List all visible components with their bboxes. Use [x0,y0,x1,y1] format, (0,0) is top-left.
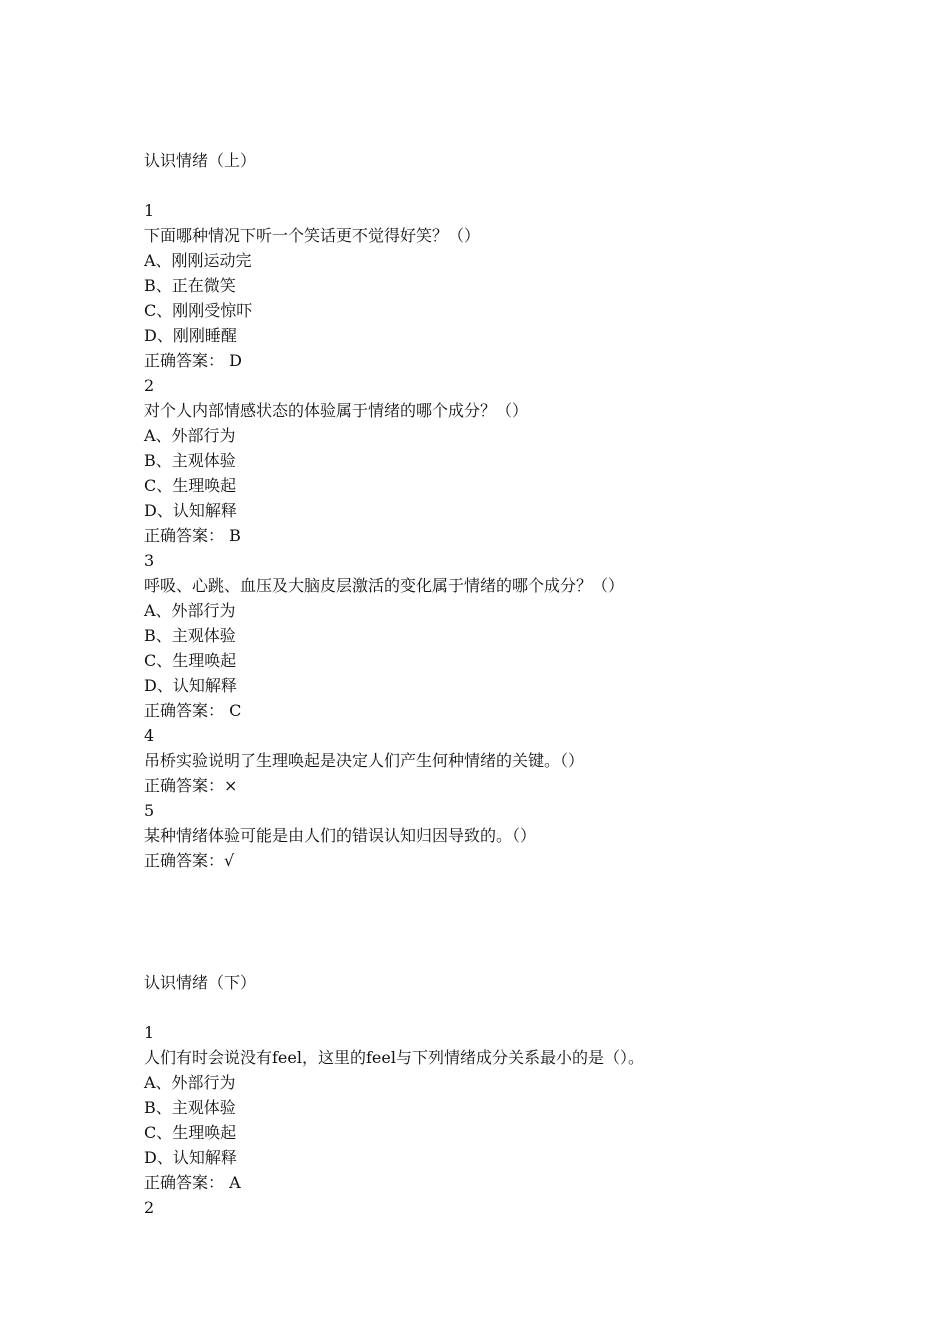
question-text: 吊桥实验说明了生理唤起是决定人们产生何种情绪的关键。（） [144,751,585,770]
question-text: 某种情绪体验可能是由人们的错误认知归因导致的。（） [144,826,537,845]
question-number: 2 [144,1198,155,1217]
option-c: C、生理唤起 [144,476,237,495]
option-d: D、认知解释 [144,676,237,695]
option-d: D、认知解释 [144,1148,237,1167]
question-2 [144,1195,844,1220]
question-text: 人们有时会说没有feel，这里的feel与下列情绪成分关系最小的是（）。 [144,1048,644,1067]
question-5 [144,798,844,873]
correct-answer: 正确答案： C [144,701,242,720]
question-3 [144,548,844,723]
option-a: A、刚刚运动完 [144,251,252,270]
option-d: D、认知解释 [144,501,237,520]
correct-answer: 正确答案： A [144,1173,241,1192]
option-c: C、生理唤起 [144,651,237,670]
question-text: 对个人内部情感状态的体验属于情绪的哪个成分？（） [144,401,529,420]
question-4 [144,723,844,798]
question-number: 5 [144,801,155,820]
option-d: D、刚刚睡醒 [144,326,237,345]
question-text: 下面哪种情况下听一个笑话更不觉得好笑？（） [144,226,481,245]
option-a: A、外部行为 [144,1073,236,1092]
option-b: B、主观体验 [144,1098,236,1117]
question-text: 呼吸、心跳、血压及大脑皮层激活的变化属于情绪的哪个成分？（） [144,576,625,595]
question-1 [144,1020,844,1195]
question-number: 1 [144,201,155,220]
question-2 [144,373,844,548]
option-b: B、正在微笑 [144,276,236,295]
option-c: C、刚刚受惊吓 [144,301,253,320]
option-a: A、外部行为 [144,426,236,445]
question-number: 4 [144,726,155,745]
correct-answer: 正确答案：× [144,776,238,795]
correct-answer: 正确答案： B [144,526,241,545]
section-title: 认识情绪（上） [144,151,257,170]
question-1 [144,198,844,373]
correct-answer: 正确答案：√ [144,851,235,870]
question-number: 3 [144,551,155,570]
option-a: A、外部行为 [144,601,236,620]
correct-answer: 正确答案： D [144,351,242,370]
section-title: 认识情绪（下） [144,973,257,992]
option-c: C、生理唤起 [144,1123,237,1142]
question-number: 2 [144,376,155,395]
option-b: B、主观体验 [144,451,236,470]
section-2 [144,970,844,1220]
option-b: B、主观体验 [144,626,236,645]
question-number: 1 [144,1023,155,1042]
section-1 [144,148,844,873]
